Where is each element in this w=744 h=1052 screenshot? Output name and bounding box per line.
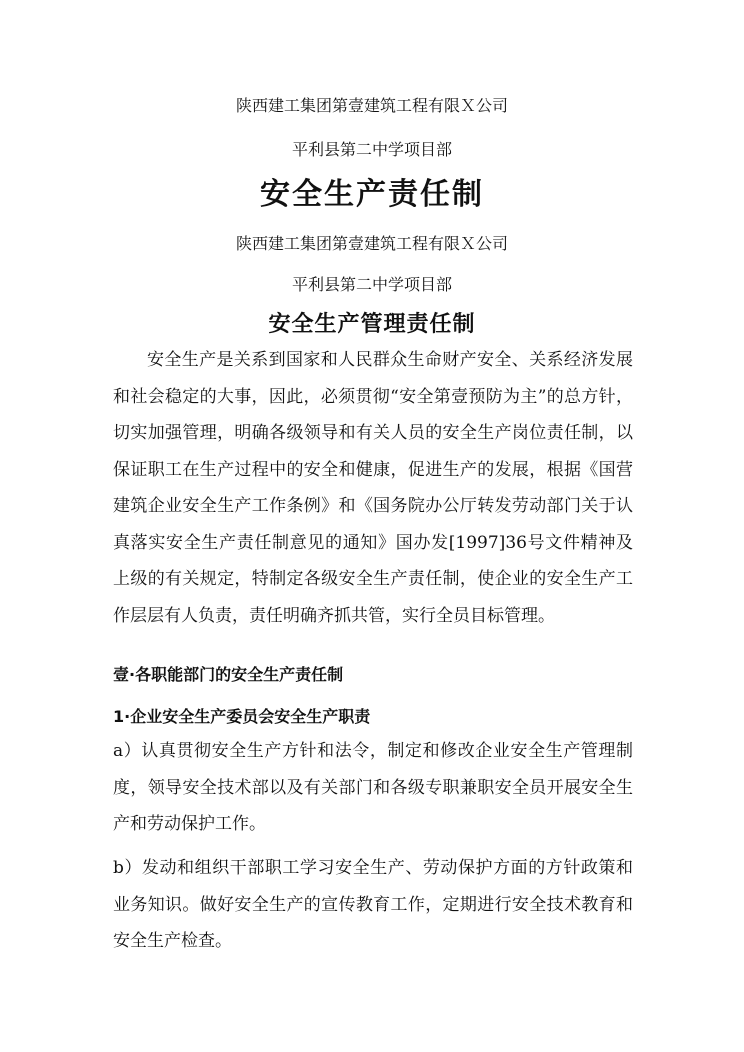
section-heading-1: 壹·各职能部门的安全生产责任制 [113, 665, 344, 684]
subsection-heading-1: 1·企业安全生产委员会安全生产职责 [113, 707, 371, 726]
paragraph-item-b: b）发动和组织干部职工学习安全生产、劳动保护方面的方针政策和业务知识。做好安全生产的宣传教育工作，定期进行安全技术教育和安全生产检查。 [113, 858, 633, 951]
document-title: 安全生产责任制 [260, 177, 484, 212]
project-name: 平利县第二中学项目部 [291, 140, 452, 159]
company-name-repeat: 陕西建工集团第壹建筑工程有限Ｘ公司 [235, 234, 508, 253]
company-name: 陕西建工集团第壹建筑工程有限Ｘ公司 [235, 96, 508, 115]
section-title: 安全生产管理责任制 [268, 311, 476, 337]
intro-paragraph: 安全生产是关系到国家和人民群众生命财产安全、关系经济发展和社会稳定的大事，因此，必须贯彻“安全第壹预防为主”的总方针，切实加强管理，明确各级领导和有关人员的安全生产岗位责任制，以保证职工在生产过程中的安全和健康，促进生产的发展，根据《国营建筑企业安全生产工作条例》和《国务院办公厅转发劳动部门关于认真落实安全生产责任制意见的通知》国办发[1997]36号文件精神及上级的有关规定，特制定各级安全生产责任制，使企业的安全生产工作层层有人负责，责任明确齐抓共管，实行全员目标管理。 [113, 350, 633, 626]
project-name-repeat: 平利县第二中学项目部 [291, 275, 452, 294]
paragraph-item-a: a）认真贯彻安全生产方针和法令，制定和修改企业安全生产管理制度，领导安全技术部以及有关部门和各级专职兼职安全员开展安全生产和劳动保护工作。 [113, 741, 633, 834]
